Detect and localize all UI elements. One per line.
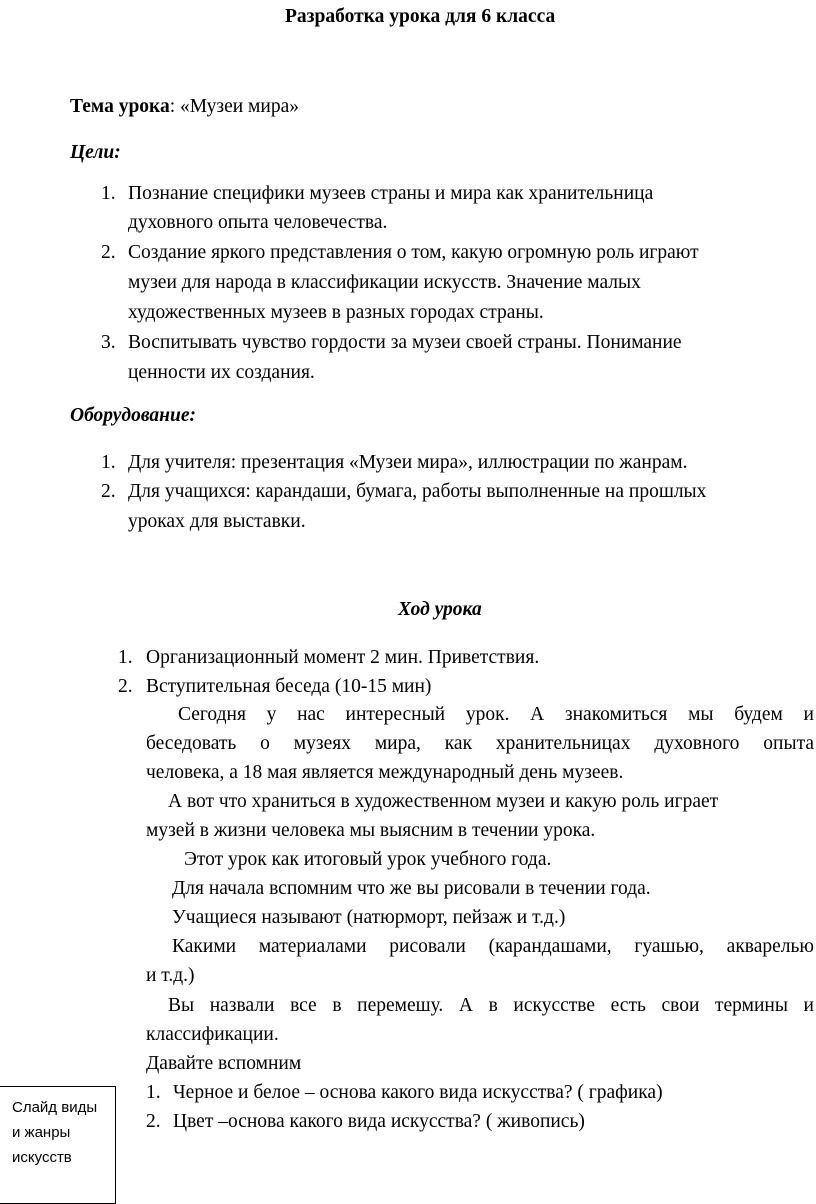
goal-line: Создание яркого представления о том, какую огромную роль играют [128, 242, 699, 263]
paragraph-line: Учащиеся называют (натюрморт, пейзаж и т.д.) [172, 907, 566, 928]
paragraph-line: Вы назвали все в перемешу. А в искусстве есть свои термины и [168, 995, 814, 1016]
paragraph-line: Сегодня у нас интересный урок. А знакомиться мы будем и [178, 704, 814, 725]
goal-line: духовного опыта человечества. [128, 212, 388, 233]
paragraph-line: Какими материалами рисовали (карандашами, гуашью, акварелью [172, 936, 814, 957]
question-number: 1. [146, 1082, 161, 1103]
equipment-line: Для учащихся: карандаши, бумага, работы выполненные на прошлых [128, 481, 707, 502]
slide-note-line: искусств [12, 1149, 72, 1166]
step-text: Вступительная беседа (10-15 мин) [146, 676, 432, 697]
equipment-number: 1. [101, 452, 116, 473]
goal-number: 3. [101, 332, 116, 353]
paragraph-line: музей в жизни человека мы выясним в течении урока. [146, 820, 596, 841]
question-text: Черное и белое – основа какого вида искусства? ( графика) [173, 1082, 663, 1103]
topic-line [70, 96, 299, 118]
lesson-heading: Ход урока [398, 599, 482, 620]
slide-note-line: Слайд виды [12, 1099, 98, 1116]
goal-number: 1. [101, 183, 116, 204]
topic-value: : «Музеи мира» [169, 96, 299, 117]
equipment-line: уроках для выставки. [128, 511, 306, 532]
goals-heading: Цели: [70, 142, 121, 163]
goal-line: музеи для народа в классификации искусств. Значение малых [128, 272, 641, 293]
paragraph-line: человека, а 18 мая является международный день музеев. [146, 762, 624, 783]
paragraph-line: беседовать о музеях мира, как хранительницах духовного опыта [146, 733, 814, 754]
equipment-heading: Оборудование: [70, 405, 196, 426]
goal-line: ценности их создания. [128, 362, 315, 383]
goal-line: художественных музеев в разных городах страны. [128, 302, 544, 323]
equipment-number: 2. [101, 481, 116, 502]
equipment-line: Для учителя: презентация «Музеи мира», иллюстрации по жанрам. [128, 452, 688, 473]
goal-number: 2. [101, 242, 116, 263]
step-number: 2. [118, 676, 133, 697]
slide-note-line: и жанры [12, 1124, 71, 1141]
paragraph-line: Давайте вспомним [146, 1053, 302, 1074]
paragraph-line: Этот урок как итоговый урок учебного года. [184, 849, 552, 870]
paragraph-line: классификации. [146, 1024, 279, 1045]
slide-note-box [0, 1086, 116, 1204]
topic-label: Тема урока [70, 96, 170, 117]
step-text: Организационный момент 2 мин. Приветствия. [146, 647, 540, 668]
paragraph-line: А вот что храниться в художественном музеи и какую роль играет [168, 791, 719, 812]
document-title: Разработка урока для 6 класса [285, 6, 556, 27]
step-number: 1. [118, 647, 133, 668]
question-text: Цвет –основа какого вида искусства? ( живопись) [173, 1111, 585, 1132]
goal-line: Воспитывать чувство гордости за музеи своей страны. Понимание [128, 332, 682, 353]
paragraph-line: Для начала вспомним что же вы рисовали в течении года. [172, 878, 651, 899]
goal-line: Познание специфики музеев страны и мира как хранительница [128, 183, 654, 204]
paragraph-line: и т.д.) [146, 965, 195, 986]
question-number: 2. [146, 1111, 161, 1132]
